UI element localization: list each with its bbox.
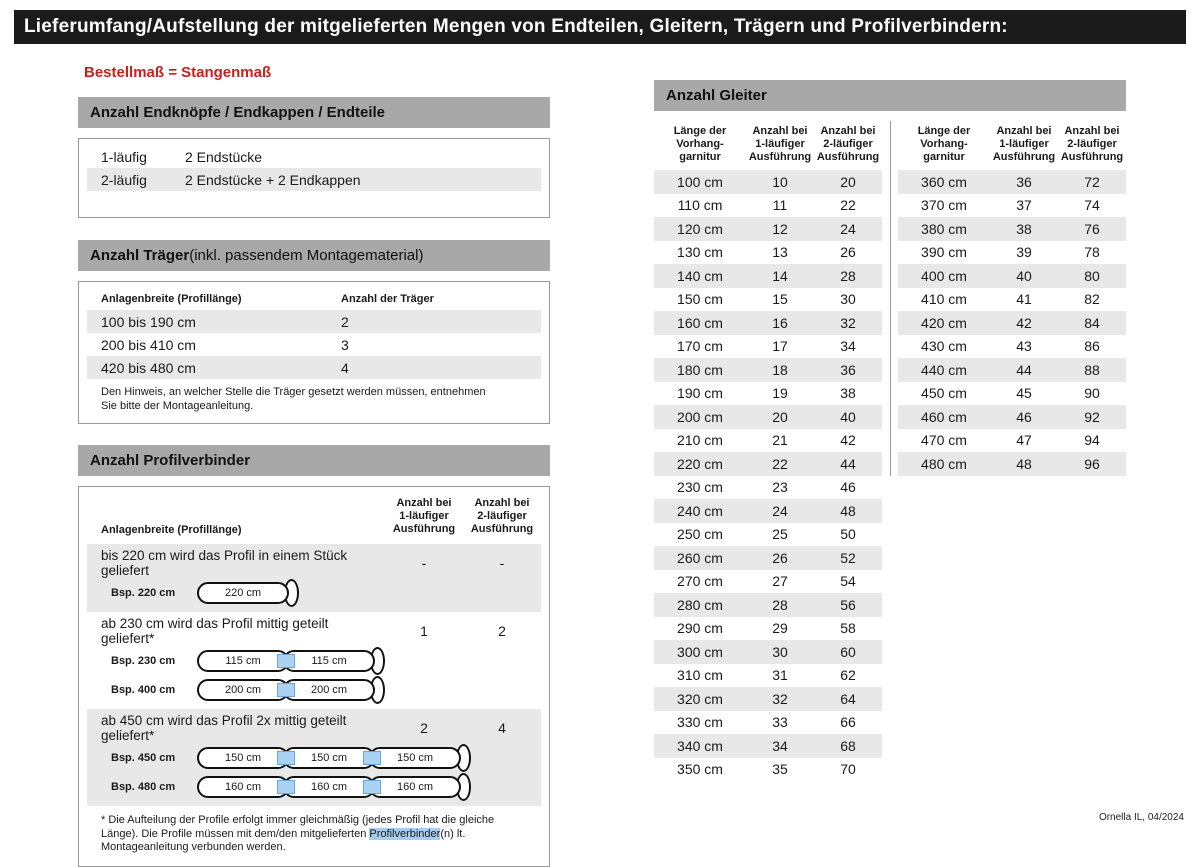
gleiter-header-row xyxy=(898,121,1126,170)
garniture-length: 420 cm xyxy=(921,314,967,331)
garniture-length: 330 cm xyxy=(677,714,723,731)
section-header-gleiter xyxy=(654,80,1126,111)
glider-count: 18 xyxy=(772,361,788,378)
end-pieces-value: 2 Endstücke xyxy=(185,148,263,165)
garniture-length: 310 cm xyxy=(677,667,723,684)
example-label: Bsp. 220 cm xyxy=(111,586,176,599)
garniture-length: 290 cm xyxy=(677,620,723,637)
gleiter-col-header: Anzahl bei 2-läufiger Ausführung xyxy=(1060,125,1124,163)
glider-count: 90 xyxy=(1084,385,1100,402)
glider-count: 15 xyxy=(772,291,788,308)
gleiter-table-right xyxy=(898,121,1126,781)
garniture-length: 350 cm xyxy=(677,761,723,778)
group-rule-text: ab 450 cm wird das Profil 2x mittig geteilt geliefert* xyxy=(101,713,347,743)
section-header-endparts xyxy=(78,97,550,128)
glider-count: 41 xyxy=(1016,291,1032,308)
profile-connector xyxy=(363,751,381,765)
gleiter-row xyxy=(654,194,882,218)
gleiter-row xyxy=(654,476,882,500)
endparts-row xyxy=(87,168,541,191)
section-header-traeger-bold: Anzahl Träger xyxy=(90,247,190,264)
gleiter-row xyxy=(654,217,882,241)
bracket-count-value: 3 xyxy=(341,336,349,353)
traeger-table xyxy=(78,281,550,424)
glider-count: 45 xyxy=(1016,385,1032,402)
garniture-length: 300 cm xyxy=(677,643,723,660)
traeger-col-count: Anzahl der Träger xyxy=(341,293,434,305)
glider-count: 36 xyxy=(1016,173,1032,190)
glider-count: 10 xyxy=(772,173,788,190)
gleiter-row xyxy=(654,288,882,312)
gleiter-row xyxy=(654,452,882,476)
garniture-length: 390 cm xyxy=(921,244,967,261)
glider-count: 34 xyxy=(772,737,788,754)
garniture-length: 320 cm xyxy=(677,690,723,707)
example-label: Bsp. 400 cm xyxy=(111,683,176,696)
section-header-profilverbinder-label: Anzahl Profilverbinder xyxy=(90,452,251,469)
glider-count: 48 xyxy=(1016,455,1032,472)
section-header-traeger xyxy=(78,240,550,271)
glider-count: 26 xyxy=(840,244,856,261)
glider-count: 20 xyxy=(772,408,788,425)
glider-count: 96 xyxy=(1084,455,1100,472)
profile-segment: 150 cm xyxy=(369,747,461,769)
profile-rod xyxy=(197,773,471,801)
glider-count: 50 xyxy=(840,526,856,543)
width-range-value: 420 bis 480 cm xyxy=(101,359,196,376)
profile-segment: 150 cm xyxy=(283,747,375,769)
group-heading xyxy=(87,713,541,743)
gleiter-row xyxy=(898,241,1126,265)
pv-col-2-run-label: Anzahl bei 2-läufiger Ausführung xyxy=(470,497,534,535)
gleiter-row xyxy=(654,758,882,782)
glider-count: 54 xyxy=(840,573,856,590)
profile-example xyxy=(87,743,541,772)
example-label: Bsp. 450 cm xyxy=(111,751,176,764)
glider-count: 40 xyxy=(1016,267,1032,284)
profile-rod xyxy=(197,744,471,772)
profile-rod xyxy=(197,647,385,675)
garniture-length: 220 cm xyxy=(677,455,723,472)
glider-count: 52 xyxy=(840,549,856,566)
gleiter-row xyxy=(654,335,882,359)
glider-count: 46 xyxy=(1016,408,1032,425)
count-2-run: 4 xyxy=(498,720,506,736)
glider-count: 44 xyxy=(1016,361,1032,378)
gleiter-row xyxy=(898,335,1126,359)
glider-count: 86 xyxy=(1084,338,1100,355)
gleiter-col-header: Länge der Vorhang- garnitur xyxy=(673,125,727,163)
glider-count: 32 xyxy=(772,690,788,707)
traeger-row xyxy=(87,356,541,379)
traeger-header-row xyxy=(87,288,541,310)
count-1-run: 1 xyxy=(420,623,428,639)
garniture-length: 240 cm xyxy=(677,502,723,519)
glider-count: 82 xyxy=(1084,291,1100,308)
glider-count: 11 xyxy=(772,197,788,214)
width-range-value: 100 bis 190 cm xyxy=(101,313,196,330)
profile-segment: 160 cm xyxy=(283,776,375,798)
glider-count: 92 xyxy=(1084,408,1100,425)
profile-connector xyxy=(277,654,295,668)
glider-count: 94 xyxy=(1084,432,1100,449)
glider-count: 38 xyxy=(1016,220,1032,237)
profile-rod xyxy=(197,676,385,704)
gleiter-row xyxy=(654,546,882,570)
glider-count: 42 xyxy=(840,432,856,449)
bracket-count-value: 4 xyxy=(341,359,349,376)
glider-count: 28 xyxy=(840,267,856,284)
group-rule-text: ab 230 cm wird das Profil mittig geteilt geliefert* xyxy=(101,616,329,646)
glider-count: 37 xyxy=(1016,197,1032,214)
highlighted-term: Profilverbinder xyxy=(369,827,441,840)
glider-count: 78 xyxy=(1084,244,1100,261)
glider-count: 30 xyxy=(840,291,856,308)
left-column xyxy=(78,60,550,867)
profilverbinder-groups xyxy=(87,544,541,806)
garniture-length: 190 cm xyxy=(677,385,723,402)
gleiter-row xyxy=(654,264,882,288)
profile-segment: 150 cm xyxy=(197,747,289,769)
glider-count: 62 xyxy=(840,667,856,684)
garniture-length: 180 cm xyxy=(677,361,723,378)
glider-count: 47 xyxy=(1016,432,1032,449)
glider-count: 27 xyxy=(772,573,788,590)
profilverbinder-group xyxy=(87,612,541,709)
gleiter-row xyxy=(654,358,882,382)
glider-count: 80 xyxy=(1084,267,1100,284)
garniture-length: 280 cm xyxy=(677,596,723,613)
glider-count: 58 xyxy=(840,620,856,637)
right-column xyxy=(654,80,1126,781)
gleiter-row xyxy=(654,311,882,335)
profile-example xyxy=(87,772,541,801)
group-heading xyxy=(87,616,541,646)
glider-count: 48 xyxy=(840,502,856,519)
gleiter-row xyxy=(654,382,882,406)
gleiter-col-header: Anzahl bei 1-läufiger Ausführung xyxy=(992,125,1056,163)
glider-count: 68 xyxy=(840,737,856,754)
gleiter-col-header: Anzahl bei 2-läufiger Ausführung xyxy=(816,125,880,163)
section-header-endparts-label: Anzahl Endknöpfe / Endkappen / Endteile xyxy=(90,104,386,121)
garniture-length: 130 cm xyxy=(677,244,723,261)
glider-count: 22 xyxy=(772,455,788,472)
gleiter-col-header: Anzahl bei 1-läufiger Ausführung xyxy=(748,125,812,163)
garniture-length: 100 cm xyxy=(677,173,723,190)
garniture-length: 480 cm xyxy=(921,455,967,472)
profilverbinder-header-row xyxy=(87,493,541,544)
glider-count: 34 xyxy=(840,338,856,355)
glider-count: 24 xyxy=(840,220,856,237)
order-measure-note: Bestellmaß = Stangenmaß xyxy=(84,64,272,81)
glider-count: 84 xyxy=(1084,314,1100,331)
gleiter-row xyxy=(898,170,1126,194)
glider-count: 36 xyxy=(840,361,856,378)
garniture-length: 380 cm xyxy=(921,220,967,237)
gleiter-row xyxy=(898,194,1126,218)
gleiter-header-row xyxy=(654,121,882,170)
gleiter-row xyxy=(654,617,882,641)
width-range-value: 200 bis 410 cm xyxy=(101,336,196,353)
garniture-length: 250 cm xyxy=(677,526,723,543)
profile-segment: 115 cm xyxy=(283,650,375,672)
profile-connector xyxy=(363,780,381,794)
profile-segment: 200 cm xyxy=(197,679,289,701)
profile-segment: 115 cm xyxy=(197,650,289,672)
glider-count: 22 xyxy=(840,197,856,214)
glider-count: 26 xyxy=(772,549,788,566)
gleiter-row xyxy=(654,734,882,758)
count-1-run: - xyxy=(421,555,427,571)
garniture-length: 270 cm xyxy=(677,573,723,590)
profile-example xyxy=(87,646,541,675)
gleiter-table-left xyxy=(654,121,882,781)
glider-count: 30 xyxy=(772,643,788,660)
garniture-length: 230 cm xyxy=(677,479,723,496)
document-footer: Ornella IL, 04/2024 xyxy=(1098,812,1184,823)
glider-count: 66 xyxy=(840,714,856,731)
count-1-run: 2 xyxy=(420,720,428,736)
glider-count: 42 xyxy=(1016,314,1032,331)
pv-col-1-run-label: Anzahl bei 1-läufiger Ausführung xyxy=(392,497,456,535)
garniture-length: 120 cm xyxy=(677,220,723,237)
glider-count: 60 xyxy=(840,643,856,660)
gleiter-row xyxy=(654,429,882,453)
gleiter-row xyxy=(654,241,882,265)
traeger-row xyxy=(87,333,541,356)
profile-connector xyxy=(277,780,295,794)
profilverbinder-group xyxy=(87,544,541,612)
gleiter-row xyxy=(654,170,882,194)
table-divider xyxy=(890,121,891,476)
gleiter-row xyxy=(898,264,1126,288)
glider-count: 70 xyxy=(840,761,856,778)
garniture-length: 210 cm xyxy=(677,432,723,449)
gleiter-row xyxy=(654,570,882,594)
garniture-length: 370 cm xyxy=(921,197,967,214)
glider-count: 28 xyxy=(772,596,788,613)
gleiter-row xyxy=(898,288,1126,312)
gleiter-row xyxy=(898,429,1126,453)
profile-example xyxy=(87,578,541,607)
garniture-length: 260 cm xyxy=(677,549,723,566)
glider-count: 19 xyxy=(772,385,788,402)
glider-count: 17 xyxy=(772,338,788,355)
glider-count: 14 xyxy=(772,267,788,284)
glider-count: 44 xyxy=(840,455,856,472)
garniture-length: 450 cm xyxy=(921,385,967,402)
count-2-run: 2 xyxy=(498,623,506,639)
example-label: Bsp. 480 cm xyxy=(111,780,176,793)
run-type-label: 1-läufig xyxy=(101,148,147,165)
glider-count: 31 xyxy=(772,667,788,684)
glider-count: 35 xyxy=(772,761,788,778)
glider-count: 39 xyxy=(1016,244,1032,261)
glider-count: 40 xyxy=(840,408,856,425)
garniture-length: 400 cm xyxy=(921,267,967,284)
profilverbinder-table xyxy=(78,486,550,867)
garniture-length: 430 cm xyxy=(921,338,967,355)
bracket-count-value: 2 xyxy=(341,313,349,330)
garniture-length: 170 cm xyxy=(677,338,723,355)
profilverbinder-group xyxy=(87,709,541,806)
profile-connector xyxy=(277,683,295,697)
section-header-traeger-normal: (inkl. passendem Montagematerial) xyxy=(189,247,424,264)
glider-count: 46 xyxy=(840,479,856,496)
gleiter-row xyxy=(654,711,882,735)
gleiter-row xyxy=(898,311,1126,335)
profile-segment: 160 cm xyxy=(369,776,461,798)
profile-rod xyxy=(197,579,299,607)
page-title: Lieferumfang/Aufstellung der mitgelieferten Mengen von Endteilen, Gleitern, Trägern und Profilverbindern: xyxy=(14,10,1186,44)
count-2-run: - xyxy=(499,555,505,571)
gleiter-row xyxy=(898,382,1126,406)
gleiter-row xyxy=(898,405,1126,429)
garniture-length: 140 cm xyxy=(677,267,723,284)
gleiter-row xyxy=(898,217,1126,241)
garniture-length: 470 cm xyxy=(921,432,967,449)
glider-count: 43 xyxy=(1016,338,1032,355)
gleiter-tables xyxy=(654,121,1126,781)
gleiter-col-header: Länge der Vorhang- garnitur xyxy=(917,125,971,163)
garniture-length: 460 cm xyxy=(921,408,967,425)
garniture-length: 200 cm xyxy=(677,408,723,425)
traeger-col-width: Anlagenbreite (Profillänge) xyxy=(101,293,242,305)
gleiter-row xyxy=(654,523,882,547)
gleiter-row xyxy=(654,664,882,688)
profile-segment: 220 cm xyxy=(197,582,289,604)
section-header-profilverbinder xyxy=(78,445,550,476)
footnote-text: * Die Aufteilung der Profile erfolgt immer gleichmäßig (jedes Profil hat die gleiche Länge). Die Profile müssen mit dem/den mitgelieferten Profilverbinder(n) lt. Montageanleitung verbunden werden. xyxy=(101,814,495,853)
glider-count: 72 xyxy=(1084,173,1100,190)
endparts-table xyxy=(78,138,550,218)
profile-example xyxy=(87,675,541,704)
glider-count: 23 xyxy=(772,479,788,496)
glider-count: 38 xyxy=(840,385,856,402)
group-heading xyxy=(87,548,541,578)
endparts-row xyxy=(87,145,541,168)
gleiter-row xyxy=(654,640,882,664)
glider-count: 32 xyxy=(840,314,856,331)
glider-count: 24 xyxy=(772,502,788,519)
glider-count: 88 xyxy=(1084,361,1100,378)
gleiter-row xyxy=(654,593,882,617)
glider-count: 56 xyxy=(840,596,856,613)
gleiter-row xyxy=(654,687,882,711)
group-rule-text: bis 220 cm wird das Profil in einem Stück geliefert xyxy=(101,548,348,578)
garniture-length: 110 cm xyxy=(677,197,723,214)
garniture-length: 410 cm xyxy=(921,291,967,308)
profilverbinder-footnote xyxy=(87,806,541,858)
end-pieces-value: 2 Endstücke + 2 Endkappen xyxy=(185,171,361,188)
garniture-length: 160 cm xyxy=(677,314,723,331)
garniture-length: 340 cm xyxy=(677,737,723,754)
profile-segment: 200 cm xyxy=(283,679,375,701)
gleiter-row xyxy=(898,452,1126,476)
traeger-row xyxy=(87,310,541,333)
pv-col-width-label: Anlagenbreite (Profillänge) xyxy=(101,524,242,536)
glider-count: 20 xyxy=(840,173,856,190)
glider-count: 16 xyxy=(772,314,788,331)
example-label: Bsp. 230 cm xyxy=(111,654,176,667)
glider-count: 25 xyxy=(772,526,788,543)
garniture-length: 360 cm xyxy=(921,173,967,190)
glider-count: 12 xyxy=(772,220,788,237)
section-header-gleiter-label: Anzahl Gleiter xyxy=(666,87,767,104)
run-type-label: 2-läufig xyxy=(101,171,147,188)
glider-count: 13 xyxy=(772,244,788,261)
gleiter-row xyxy=(654,499,882,523)
gleiter-row xyxy=(898,358,1126,382)
glider-count: 64 xyxy=(840,690,856,707)
profile-segment: 160 cm xyxy=(197,776,289,798)
glider-count: 76 xyxy=(1084,220,1100,237)
traeger-note: Den Hinweis, an welcher Stelle die Träger gesetzt werden müssen, entnehmen Sie bitte der Montageanleitung. xyxy=(101,386,486,412)
profile-connector xyxy=(277,751,295,765)
traeger-rows xyxy=(87,310,541,379)
garniture-length: 440 cm xyxy=(921,361,967,378)
glider-count: 74 xyxy=(1084,197,1100,214)
gleiter-row xyxy=(654,405,882,429)
glider-count: 21 xyxy=(772,432,788,449)
glider-count: 33 xyxy=(772,714,788,731)
gleiter-gutter xyxy=(882,121,898,781)
garniture-length: 150 cm xyxy=(677,291,723,308)
glider-count: 29 xyxy=(772,620,788,637)
